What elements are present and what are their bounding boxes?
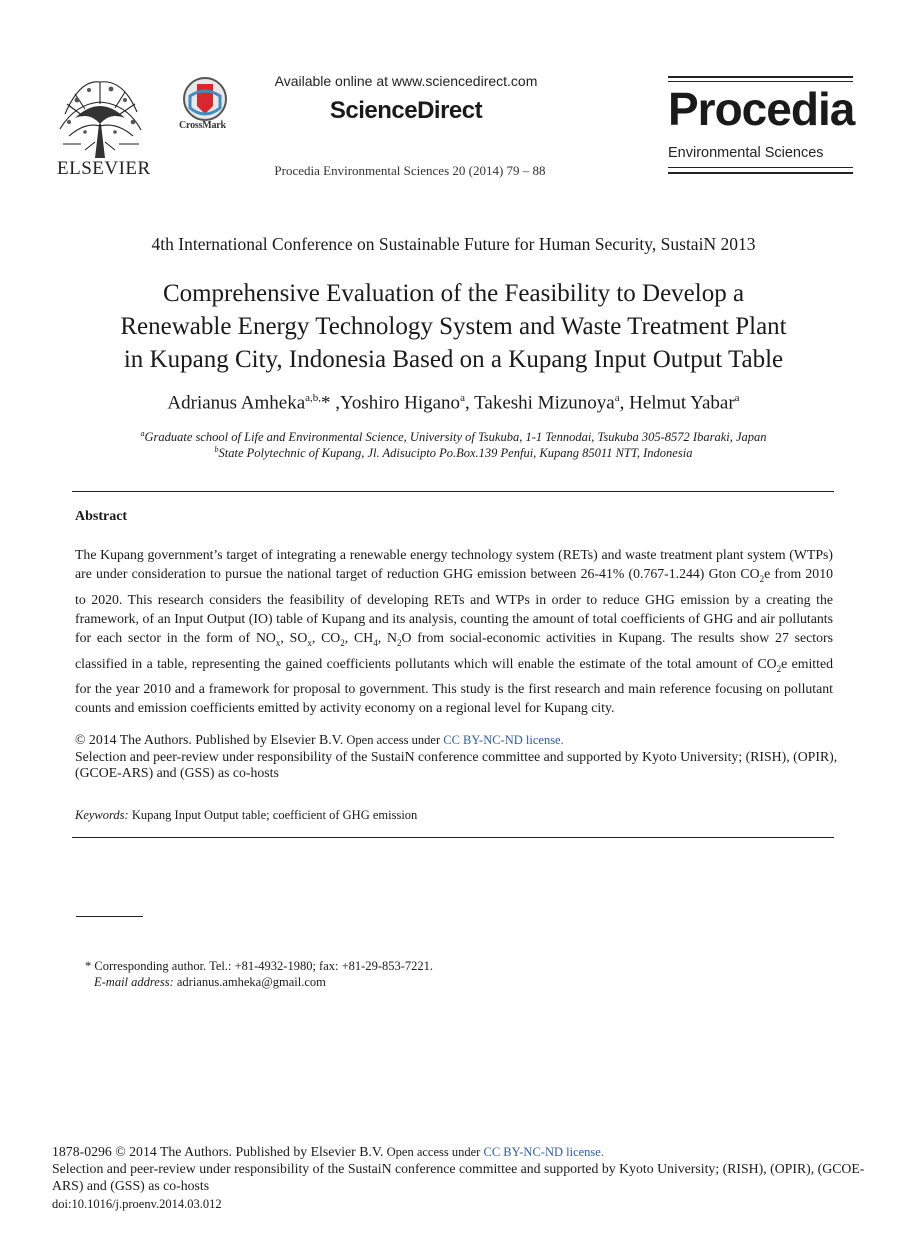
procedia-top-rule-thin xyxy=(668,81,853,82)
elsevier-wordmark: ELSEVIER xyxy=(57,158,151,179)
author-name: Adrianus Amheka xyxy=(167,392,306,414)
footer-doi[interactable]: doi:10.1016/j.proenv.2014.03.012 xyxy=(52,1197,222,1211)
copyright-block xyxy=(75,732,840,782)
available-online-text: Available online at www.sciencedirect.com xyxy=(274,73,538,89)
subscript: x xyxy=(307,638,312,649)
affiliation-text: Graduate school of Life and Environmental Science, University of Tsukuba, 1-1 Tennodai, Tsukuba 305-8572 Ibaraki, Japan xyxy=(144,430,767,445)
author-list xyxy=(0,392,907,414)
footer-copyright-text: 1878-0296 © 2014 The Authors. Published by Elsevier B.V. xyxy=(52,1144,384,1159)
author-name: ,Yoshiro Higano xyxy=(330,392,461,414)
email-address[interactable]: adrianus.amheka@gmail.com xyxy=(173,975,326,989)
abstract-text: , N xyxy=(377,630,397,646)
procedia-bottom-rule xyxy=(668,172,853,174)
subscript: 2 xyxy=(396,638,402,649)
author-affil-mark: a xyxy=(614,392,620,404)
affiliation-mark: b xyxy=(214,445,219,454)
abstract-text: , CH xyxy=(344,630,374,646)
corresponding-mark: * xyxy=(321,392,331,414)
affiliation-mark: a xyxy=(140,429,145,438)
abstract-text: O from social-economic activities in Kupang. The results show 27 sectors classified in a table, representing the gained coefficients pollutants which will enable the estimate of the total amount of CO xyxy=(75,630,833,671)
crossmark-label: CrossMark xyxy=(179,120,226,131)
abstract-heading: Abstract xyxy=(75,509,128,524)
abstract-text: The Kupang government’s target of integrating a renewable energy technology system (RETs) and waste treatment plant system (WTPs) are under consideration to pursue the national target of reduction GHG emission between 26-41% (0.767-1.244) Gton CO xyxy=(75,547,833,582)
conference-name: 4th International Conference on Sustainable Future for Human Security, SustaiN 2013 xyxy=(151,234,756,254)
footer-copyright xyxy=(52,1143,872,1161)
subscript: x xyxy=(275,638,281,649)
subscript: 4 xyxy=(373,638,378,649)
abstract-text: , CO xyxy=(311,630,341,646)
affiliation-b xyxy=(0,445,907,461)
author-separator: , xyxy=(464,392,470,414)
author-affil-mark: a xyxy=(734,392,740,404)
paper-title xyxy=(60,277,847,376)
author-separator: , xyxy=(619,392,625,414)
abstract-bottom-rule xyxy=(72,837,834,838)
procedia-bottom-rule-thin xyxy=(668,167,853,168)
procedia-top-rule xyxy=(668,76,853,78)
keywords xyxy=(75,808,417,823)
author-name: Takeshi Mizunoya xyxy=(469,392,615,414)
footer-license-link[interactable]: CC BY-NC-ND license. xyxy=(483,1145,604,1159)
keywords-label: Keywords: xyxy=(75,808,129,822)
footer-peer-review: Selection and peer-review under responsibility of the SustaiN conference committee and supported by Kyoto University; (RISH), (OPIR), (GCOE-ARS) and (GSS) as co-hosts xyxy=(52,1161,865,1193)
author-name: Helmut Yabar xyxy=(624,392,735,414)
procedia-subtitle: Environmental Sciences xyxy=(668,145,824,161)
footer-open-access-text: Open access under xyxy=(383,1145,484,1159)
copyright-text: © 2014 The Authors. Published by Elsevier B.V. xyxy=(75,732,344,747)
sciencedirect-logo: ScienceDirect xyxy=(329,97,483,124)
author-affil-mark: a,b, xyxy=(305,392,322,404)
procedia-logo: Procedia xyxy=(668,83,855,135)
journal-citation: Procedia Environmental Sciences 20 (2014) 79 – 88 xyxy=(274,163,546,178)
subscript: 2 xyxy=(776,663,782,674)
subscript: 2 xyxy=(759,574,765,585)
abstract-top-rule xyxy=(72,491,834,492)
title-line: in Kupang City, Indonesia Based on a Kupang Input Output Table xyxy=(123,346,784,373)
footnote-rule xyxy=(76,916,143,917)
affiliation-text: State Polytechnic of Kupang, Jl. Adisucipto Po.Box.139 Penfui, Kupang 85011 NTT, Indonesia xyxy=(218,446,693,461)
abstract-text: e emitted for the year 2010 and a framework for proposal to government. This study is the first research and main reference focusing on pollutant counts and emission coefficients emitted by activity economy on a regional level for Kupang city. xyxy=(75,655,833,716)
title-line: Comprehensive Evaluation of the Feasibility to Develop a xyxy=(162,280,745,307)
peer-review-text: Selection and peer-review under responsibility of the SustaiN conference committee and supported by Kyoto University; (RISH), (OPIR), (GCOE-ARS) and (GSS) as co-hosts xyxy=(75,748,838,780)
abstract-text: , SO xyxy=(280,630,308,646)
email-note xyxy=(94,975,326,990)
license-link[interactable]: CC BY-NC-ND license. xyxy=(443,733,564,747)
author-affil-mark: a xyxy=(460,392,465,404)
open-access-text: Open access under xyxy=(343,733,444,747)
corresponding-author-note: * Corresponding author. Tel.: +81-4932-1980; fax: +81-29-853-7221. xyxy=(85,959,434,973)
keywords-text: Kupang Input Output table; coefficient of GHG emission xyxy=(128,808,418,822)
affiliation-a xyxy=(0,429,907,445)
abstract-text: e from 2010 to 2020. This research considers the feasibility of developing RETs and WTPs in order to reduce GHG emission by a creating the framework, of an Input Output (IO) table of Kupang and its analysis, counting the amount of total coefficients of GHG and air pollutants for each sector in the form of NO xyxy=(75,566,833,646)
email-label: E-mail address: xyxy=(94,975,174,989)
subscript: 2 xyxy=(340,638,345,649)
abstract-body xyxy=(75,545,833,718)
title-line: Renewable Energy Technology System and Waste Treatment Plant xyxy=(120,313,787,340)
